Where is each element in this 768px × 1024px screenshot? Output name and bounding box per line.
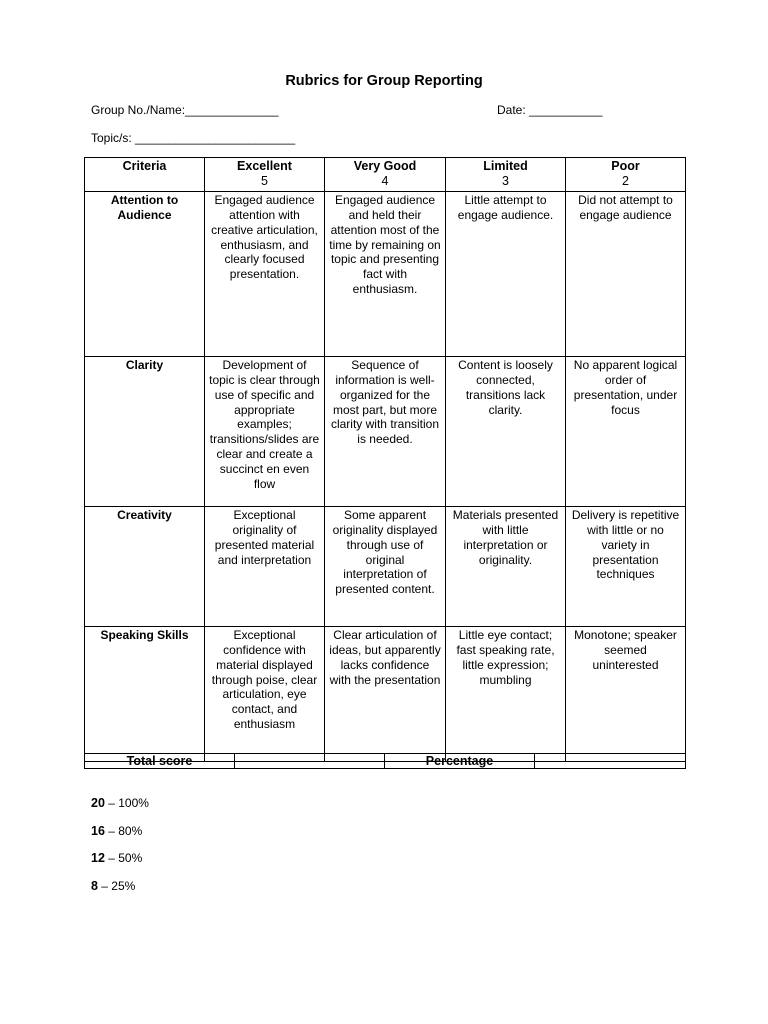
header-score: 2 [622,173,629,188]
descriptor-cell: Development of topic is clear through use of specific and appropriate examples; transitions/slides are clear and create a succinct en even flow [205,356,325,506]
scale-item: 20 – 100% [91,796,149,810]
totals-table [84,753,686,769]
header-criteria: Criteria [85,158,205,192]
page-title: Rubrics for Group Reporting [285,73,483,89]
criterion-cell: Attention to Audience [85,191,205,356]
descriptor-cell: Monotone; speaker seemed uninterested [566,626,686,761]
descriptor-cell: Sequence of information is well-organized for the most part, but more clarity with transition is needed. [325,356,446,506]
criterion-cell: Creativity [85,506,205,626]
descriptor-cell: Little eye contact; fast speaking rate, little expression; mumbling [446,626,566,761]
date-field[interactable]: Date: ___________ [497,103,603,117]
header-very-good: Very Good 4 [325,158,446,192]
header-excellent: Excellent 5 [205,158,325,192]
total-score-input[interactable] [235,754,385,769]
rubric-header-row [85,158,686,192]
descriptor-cell: Materials presented with little interpretation or originality. [446,506,566,626]
criterion-cell: Clarity [85,356,205,506]
total-score-label: Total score [85,754,235,769]
descriptor-cell: Little attempt to engage audience. [446,191,566,356]
totals-row [85,754,686,769]
table-row [85,191,686,356]
descriptor-cell: Delivery is repetitive with little or no variety in presentation techniques [566,506,686,626]
descriptor-cell: Clear articulation of ideas, but apparently lacks confidence with the presentation [325,626,446,761]
header-score: 4 [381,173,389,188]
percentage-input[interactable] [535,754,686,769]
header-poor: Poor 2 [566,158,686,192]
descriptor-cell: Exceptional originality of presented material and interpretation [205,506,325,626]
header-score: 5 [261,173,268,188]
table-row [85,506,686,626]
table-row [85,626,686,761]
header-score: 3 [502,173,509,188]
topic-field[interactable]: Topic/s: ________________________ [91,131,296,145]
descriptor-cell: Engaged audience and held their attention most of the time by remaining on topic and presenting fact with enthusiasm. [325,191,446,356]
header-limited: Limited 3 [446,158,566,192]
descriptor-cell: Exceptional confidence with material displayed through poise, clear articulation, eye contact, and enthusiasm [205,626,325,761]
group-name-field[interactable]: Group No./Name:______________ [91,103,279,117]
percentage-label: Percentage [385,754,535,769]
descriptor-cell: Engaged audience attention with creative articulation, enthusiasm, and clearly focused presentation. [205,191,325,356]
descriptor-cell: Some apparent originality displayed through use of original interpretation of presented content. [325,506,446,626]
scale-item: 12 – 50% [91,851,143,865]
rubric-table [84,157,686,762]
descriptor-cell: No apparent logical order of presentation, under focus [566,356,686,506]
descriptor-cell: Content is loosely connected, transitions lack clarity. [446,356,566,506]
scale-item: 16 – 80% [91,824,143,838]
table-row [85,356,686,506]
descriptor-cell: Did not attempt to engage audience [566,191,686,356]
criterion-cell: Speaking Skills [85,626,205,761]
scale-item: 8 – 25% [91,879,136,893]
